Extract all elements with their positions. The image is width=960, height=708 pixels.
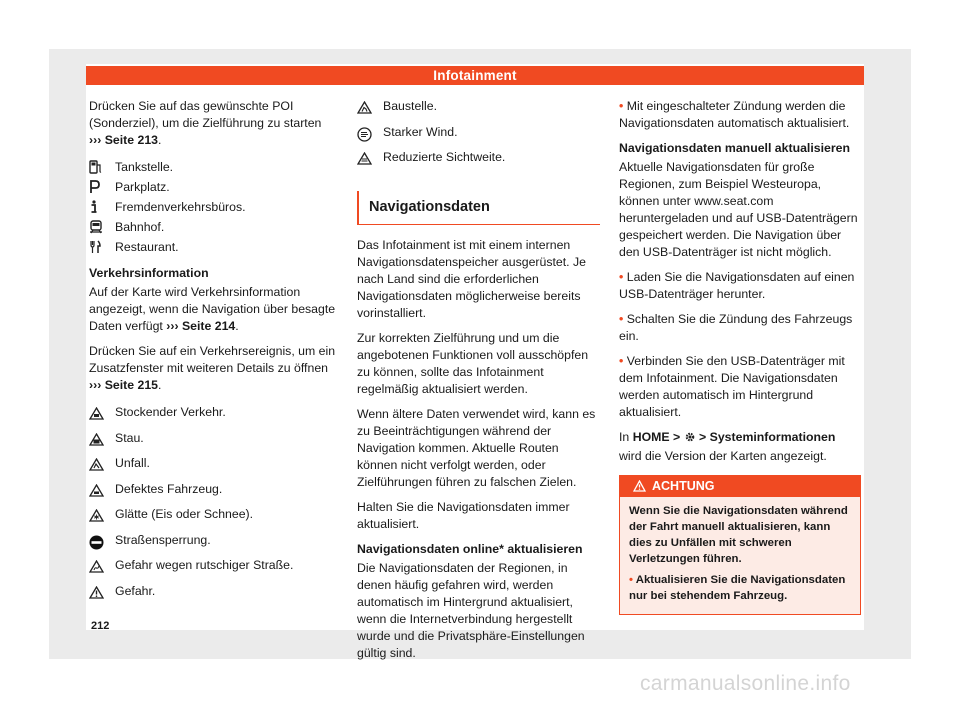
warning-header: ACHTUNG [620,476,860,497]
warning-body: Wenn Sie die Navigationsdaten während der Fahrt manuell aktualisieren, kann dies zu Unfällen mit schweren Verletzungen führen. • Aktualisieren Sie die Navigationsdaten nur bei stehendem Fahrzeug. [629,505,848,602]
bullet-item: • Schalten Sie die Zündung des Fahrzeugs ein. [619,312,853,343]
ice-warning-icon [89,506,115,522]
paragraph: Wenn ältere Daten verwendet wird, kann es zu Beeinträchtigungen während der Navigation kommen. Aktuelle Routen können nicht verfolgt werden, oder Zielführungen führen zu falschen Zielen. [357,406,596,489]
list-item: Restaurant. [89,237,337,257]
fuel-station-icon [89,160,115,174]
list-item: Fremdenverkehrsbüros. [89,197,337,217]
watermark: carmanualsonline.info [640,672,851,695]
bullet-icon: • [619,270,624,284]
list-item: Stau. [89,430,337,456]
traffic-paragraph: Auf der Karte wird Verkehrsinformation angezeigt, wenn die Navigation über besagte Daten verfügt ››› Seite 214. [89,285,336,333]
manual-update-heading: Navigationsdaten manuell aktualisieren [619,141,850,155]
slippery-road-warning-icon [89,557,115,573]
intro-paragraph: Drücken Sie auf das gewünschte POI (Sonderziel), um die Zielführung zu starten ››› Seite 213. [89,99,322,147]
page-ref-link[interactable]: ››› Seite 215 [89,378,159,392]
online-update-heading: Navigationsdaten online* aktualisieren [357,541,583,556]
list-item: Gefahr. [89,583,337,609]
bullet-item: • Mit eingeschalteter Zündung werden die Navigationsdaten automatisch aktualisiert. [619,99,850,130]
road-closure-icon [89,532,115,550]
page-number: 212 [91,620,110,632]
traffic-jam-warning-icon [89,430,115,446]
slow-traffic-warning-icon [89,404,115,420]
list-item: Bahnhof. [89,217,337,237]
list-item: Glätte (Eis oder Schnee). [89,506,337,532]
list-item: Starker Wind. [357,124,600,150]
list-item: Stockender Verkehr. [89,404,337,430]
train-icon [89,220,115,234]
list-item: Tankstelle. [89,157,337,177]
traffic-paragraph: Drücken Sie auf ein Verkehrsereignis, um ein Zusatzfenster mit weiteren Details zu öffnen ››› Seite 215. [89,344,336,392]
bullet-icon: • [619,99,624,113]
list-item: Parkplatz. [89,177,337,197]
paragraph: Die Navigationsdaten der Regionen, in denen häufig gefahren wird, werden automatisch im Hintergrund aktualisiert, wenn die Internetverbindung hergestellt wurde und die Privatsphäre-Einstellungen gültig sind. [357,560,585,660]
column-1 [89,98,337,608]
roadworks-warning-icon [357,98,383,114]
list-item: Defektes Fahrzeug. [89,481,337,507]
accident-warning-icon [89,455,115,471]
broken-vehicle-warning-icon [89,481,115,497]
list-item: Gefahr wegen rutschiger Straße. [89,557,337,583]
restaurant-icon [89,240,115,254]
list-item: Reduzierte Sichtweite. [357,149,600,175]
column-2 [357,98,600,670]
warning-triangle-icon [633,478,646,499]
bullet-icon: • [629,574,633,586]
paragraph: Aktuelle Navigationsdaten für große Regionen, zum Beispiel Westeuropa, können unter www.seat.com heruntergeladen und auf USB-Datenträgern gespeichert werden. Die Navigation über den USB-Datenträger ist nicht möglich. [619,160,858,259]
paragraph: Zur korrekten Zielführung und um die angebotenen Funktionen voll ausschöpfen zu können, sollte das Infotainment regelmäßig aktualisiert werden. [357,330,589,396]
column-3 [619,98,861,615]
bullet-item: • Laden Sie die Navigationsdaten auf einen USB-Datenträger herunter. [619,270,855,301]
low-visibility-warning-icon [357,149,383,165]
info-icon [89,200,115,214]
gear-icon [684,431,696,448]
parking-icon [89,180,115,194]
list-item: Baustelle. [357,98,600,124]
menu-path-paragraph: In HOME > > Systeminformationen wird die Version der Karten angezeigt. [619,430,836,463]
paragraph: Halten Sie die Navigationsdaten immer aktualisiert. [357,499,570,531]
bullet-icon: • [619,312,624,326]
danger-warning-icon [89,583,115,599]
list-item: Straßensperrung. [89,532,337,558]
chapter-header: Infotainment [86,66,864,85]
traffic-heading: Verkehrsinformation [89,266,209,280]
page-ref-link[interactable]: ››› Seite 214 [166,319,236,333]
paragraph: Das Infotainment ist mit einem internen Navigationsdatenspeicher ausgerüstet. Je nach Land sind die erforderlichen Navigationsdaten möglicherweise bereits vorinstalliert. [357,237,586,320]
section-title: Navigationsdaten [357,191,600,225]
list-item: Unfall. [89,455,337,481]
bullet-item: • Verbinden Sie den USB-Datenträger mit dem Infotainment. Die Navigationsdaten werden automatisch im Hintergrund aktualisiert. [619,354,845,419]
bullet-icon: • [619,354,624,368]
page-ref-link[interactable]: ››› Seite 213 [89,133,159,147]
strong-wind-icon [357,124,383,142]
warning-box [619,475,861,615]
